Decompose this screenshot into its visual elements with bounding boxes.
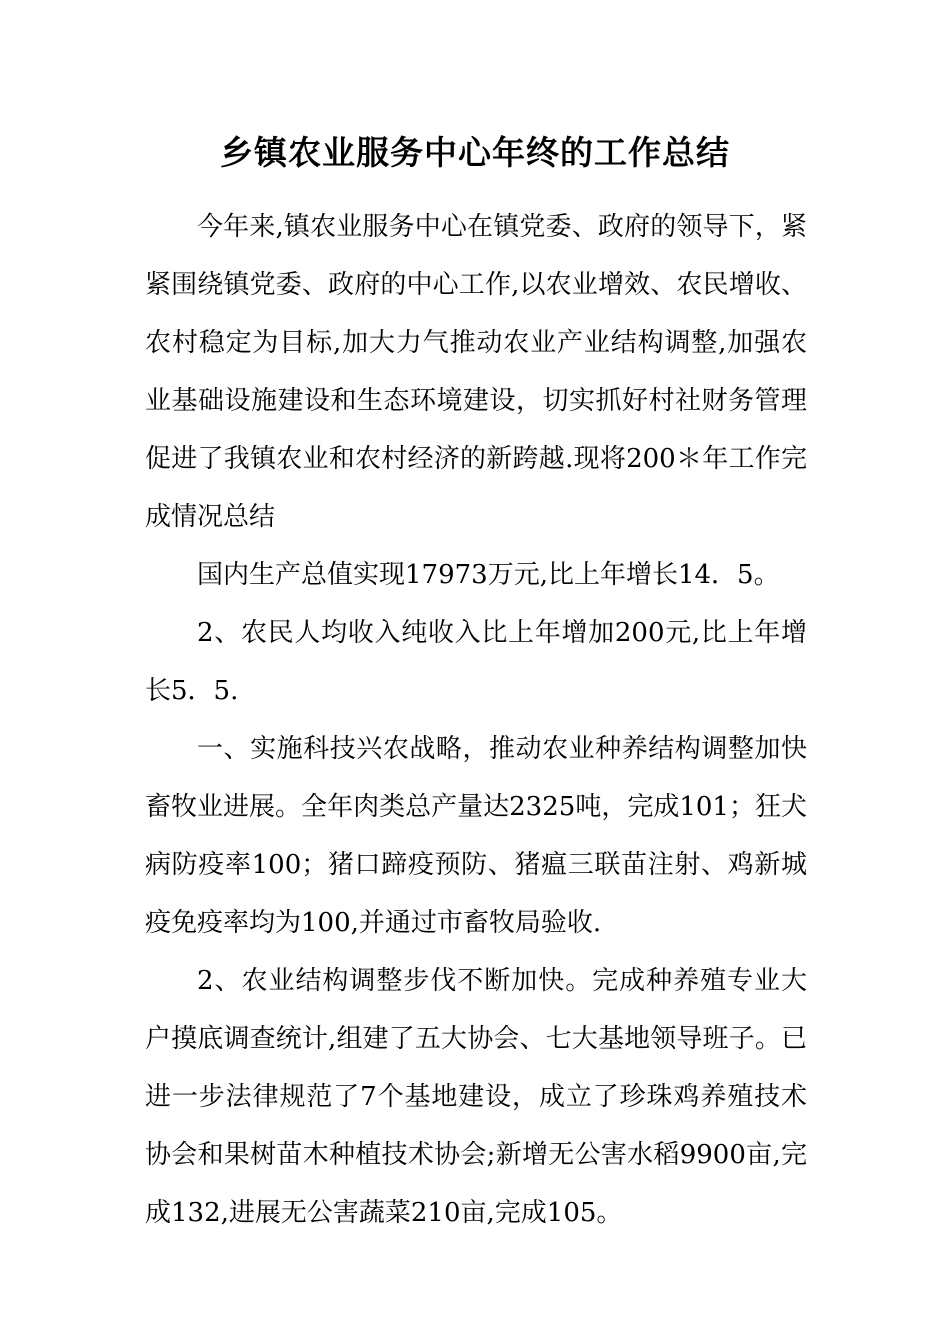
paragraph-intro: 今年来,镇农业服务中心在镇党委、政府的领导下，紧紧围绕镇党委、政府的中心工作,以农业增效、农民增收、农村稳定为目标,加大力气推动农业产业结构调整,加强农业基础设施建设和生态环境建设，切实抓好村社财务管理促进了我镇农业和农村经济的新跨越.现将200＊年工作完成情况总结 <box>145 212 807 532</box>
paragraph-section-one: 一、实施科技兴农战略，推动农业种养结构调整加快畜牧业进展。全年肉类总产量达2325吨，完成101；狂犬病防疫率100；猪口蹄疫预防、猪瘟三联苗注射、鸡新城疫免疫率均为100,并通过市畜牧局验收. <box>145 734 807 938</box>
paragraph-structure-adjustment: 2、农业结构调整步伐不断加快。完成种养殖专业大户摸底调查统计,组建了五大协会、七大基地领导班子。已进一步法律规范了7个基地建设，成立了珍珠鸡养殖技术协会和果树苗木种植技术协会;新增无公害水稻9900亩,完成132,进展无公害蔬菜210亩,完成105。 <box>145 966 807 1228</box>
paragraph-income: 2、农民人均收入纯收入比上年增加200元,比上年增长5．5. <box>145 618 807 706</box>
document-title: 乡镇农业服务中心年终的工作总结 <box>220 133 730 172</box>
document-body <box>145 198 807 1242</box>
paragraph-gdp: 国内生产总值实现17973万元,比上年增长14．5。 <box>197 560 780 590</box>
